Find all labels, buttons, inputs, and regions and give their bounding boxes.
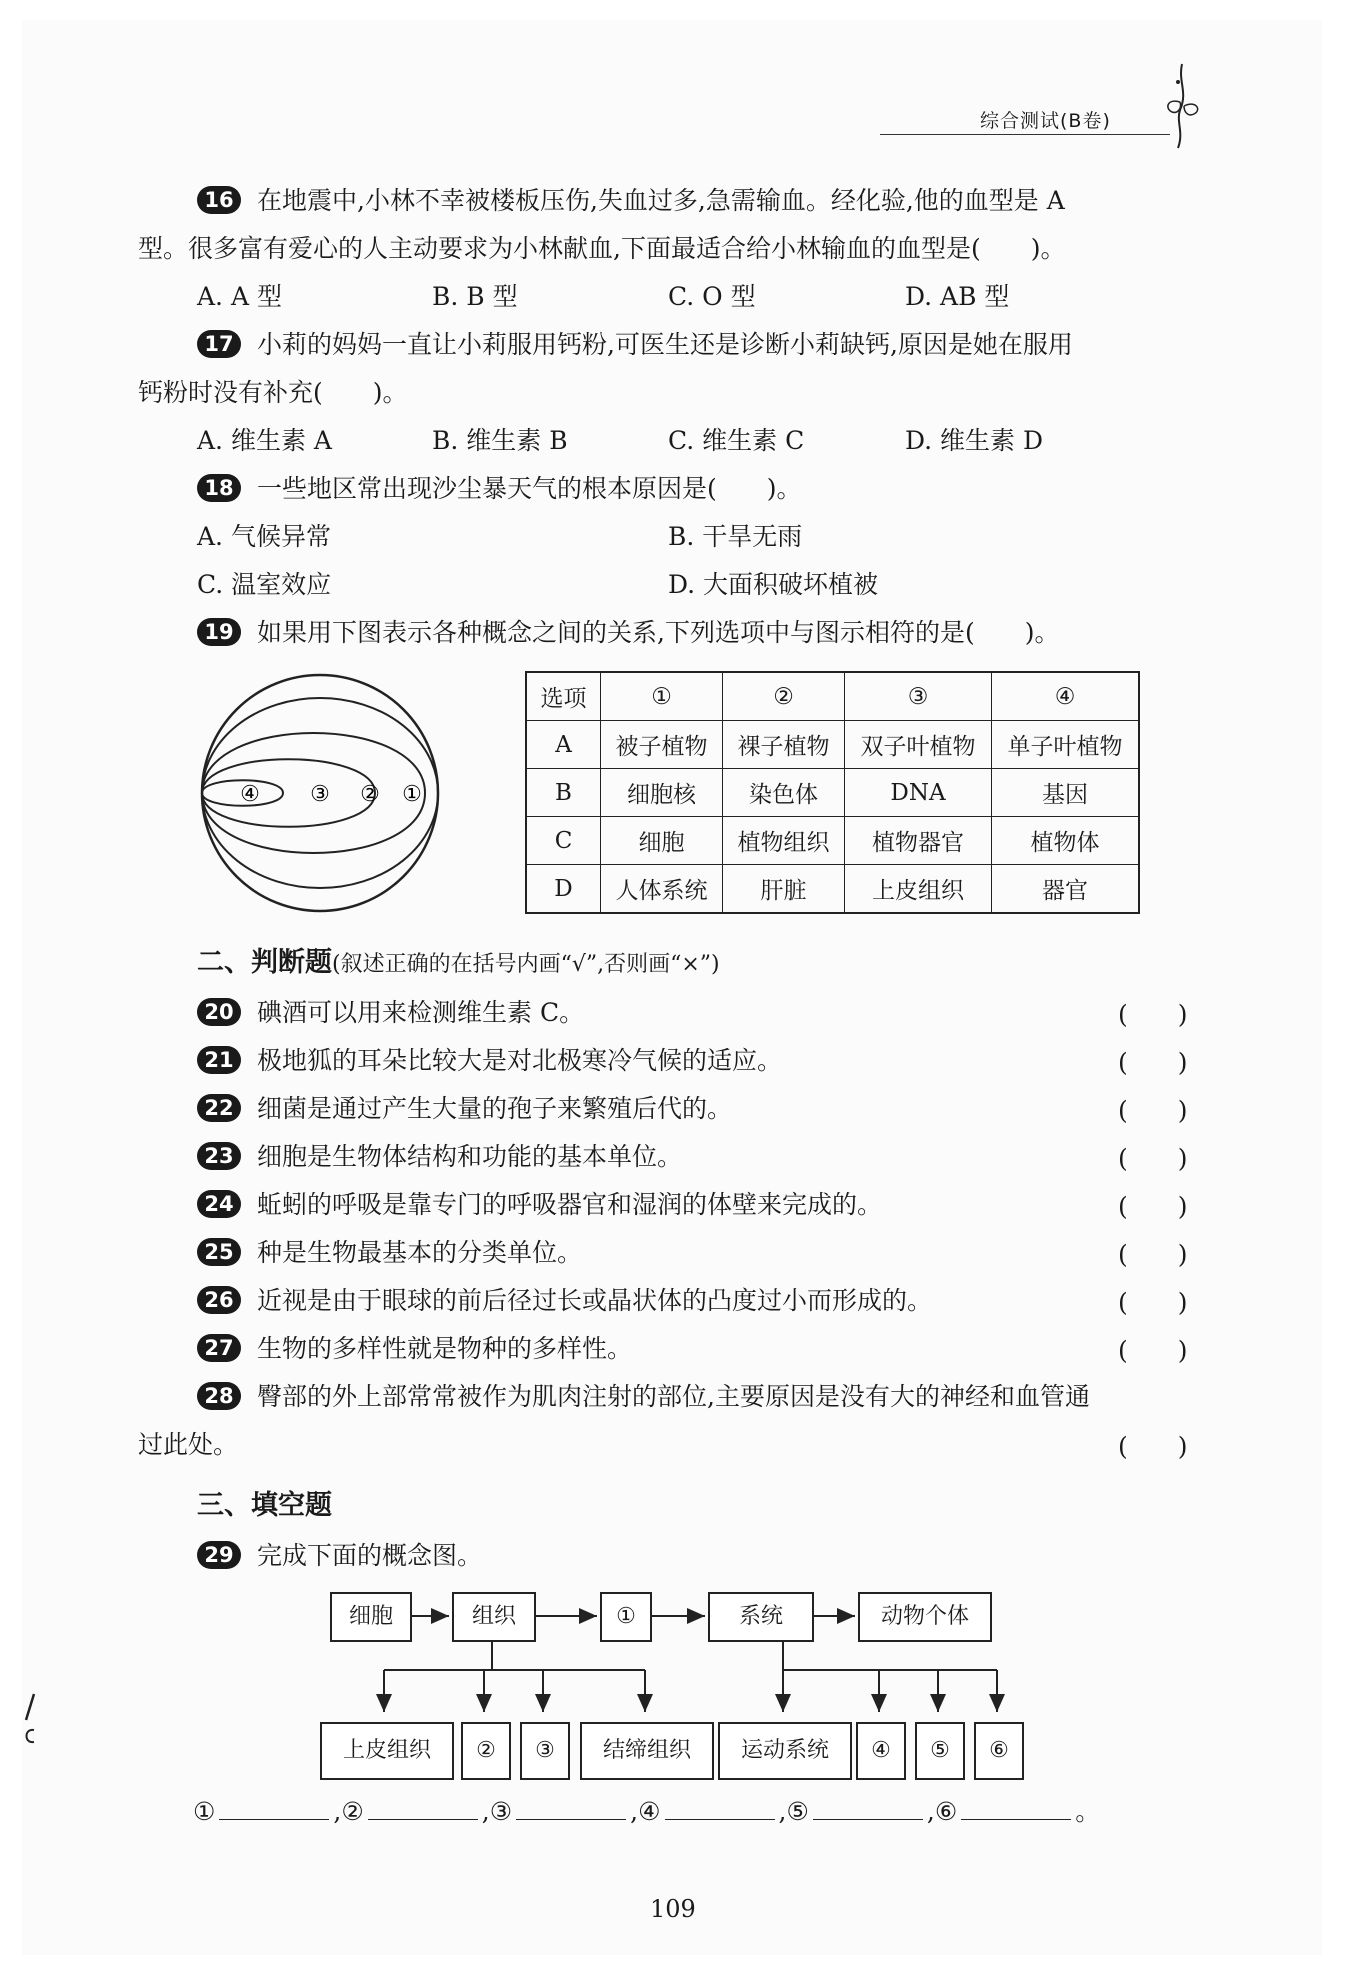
blank-label: ② [341, 1797, 364, 1826]
table-header-cell: 选项 [526, 672, 601, 721]
section-heading-judgment: 二、判断题(叙述正确的在括号内画“√”,否则画“×”) [197, 947, 720, 978]
diagram-label-4: ④ [240, 782, 260, 807]
question-number-badge: 22 [197, 1094, 241, 1122]
table-header-cell: ① [601, 672, 723, 721]
concept-box-cell: 细胞 [330, 1592, 412, 1642]
table-cell: 肝脏 [723, 865, 845, 914]
question-number-badge: 17 [197, 330, 241, 358]
answer-parentheses[interactable]: ( ) [1118, 1336, 1188, 1365]
q17-option-a: A. 维生素 A [197, 426, 332, 455]
question-number-badge: 24 [197, 1190, 241, 1218]
blank-label: ④ [638, 1797, 661, 1826]
table-cell: 植物组织 [723, 817, 845, 865]
question-number-badge: 20 [197, 998, 241, 1026]
answer-blank[interactable] [219, 1797, 329, 1820]
q19-line1: 19 如果用下图表示各种概念之间的关系,下列选项中与图示相符的是( )。 [197, 615, 1059, 651]
blank-label: ③ [489, 1797, 513, 1826]
answer-blank[interactable] [516, 1797, 626, 1820]
answer-blank[interactable] [665, 1797, 775, 1820]
table-cell: 细胞核 [601, 769, 723, 817]
blank-label: ⑥ [934, 1797, 958, 1826]
question-number-badge: 28 [197, 1382, 241, 1410]
answer-parentheses[interactable]: ( ) [1118, 1048, 1188, 1077]
blank-label: ⑤ [786, 1797, 809, 1826]
question-number-badge: 23 [197, 1142, 241, 1170]
q18-option-c: C. 温室效应 [197, 570, 332, 599]
concept-box-system: 系统 [708, 1592, 814, 1642]
concept-box-epithelial: 上皮组织 [320, 1722, 454, 1780]
question-number-badge: 19 [197, 618, 241, 646]
table-header-cell: ④ [992, 672, 1140, 721]
answer-parentheses[interactable]: ( ) [1118, 1432, 1188, 1461]
section-note: (叙述正确的在括号内画“√”,否则画“×”) [332, 952, 720, 977]
concept-box-blank-6: ⑥ [974, 1722, 1024, 1780]
q18-option-a: A. 气候异常 [197, 522, 331, 551]
answer-parentheses[interactable]: ( ) [1118, 1000, 1188, 1029]
table-cell: 人体系统 [601, 865, 723, 914]
answer-blank[interactable] [368, 1797, 478, 1820]
concept-box-tissue: 组织 [452, 1592, 536, 1642]
answer-parentheses[interactable]: ( ) [1118, 1192, 1188, 1221]
blank-label: ① [193, 1797, 216, 1826]
concept-box-blank-4: ④ [856, 1722, 906, 1780]
q28-line2: 过此处。 [138, 1430, 239, 1459]
table-cell: 上皮组织 [845, 865, 992, 914]
judgment-item: 25 种是生物最基本的分类单位。 [197, 1235, 582, 1271]
table-cell: C [526, 817, 601, 865]
answer-parentheses[interactable]: ( ) [1118, 1240, 1188, 1269]
diagram-label-3: ③ [310, 782, 330, 807]
judgment-item: 23 细胞是生物体结构和功能的基本单位。 [197, 1139, 682, 1175]
table-cell: 染色体 [723, 769, 845, 817]
table-header-cell: ③ [845, 672, 992, 721]
q16-option-c: C. O 型 [668, 282, 756, 311]
q18-line1: 18 一些地区常出现沙尘暴天气的根本原因是( )。 [197, 471, 802, 507]
diagram-label-2: ② [360, 782, 380, 807]
table-cell: 植物体 [992, 817, 1140, 865]
judgment-item: 24 蚯蚓的呼吸是靠专门的呼吸器官和湿润的体壁来完成的。 [197, 1187, 882, 1223]
question-number-badge: 25 [197, 1238, 241, 1266]
judgment-item: 26 近视是由于眼球的前后径过长或晶状体的凸度过小而形成的。 [197, 1283, 932, 1319]
answer-blank[interactable] [813, 1797, 923, 1820]
q17-line1: 17 小莉的妈妈一直让小莉服用钙粉,可医生还是诊断小莉缺钙,原因是她在服用 [197, 327, 1073, 363]
answer-blank[interactable] [961, 1797, 1071, 1820]
answer-parentheses[interactable]: ( ) [1118, 1288, 1188, 1317]
table-cell: 裸子植物 [723, 721, 845, 769]
question-number-badge: 21 [197, 1046, 241, 1074]
page-number: 109 [650, 1895, 696, 1923]
q17-line2: 钙粉时没有补充( )。 [138, 378, 408, 407]
q16-option-b: B. B 型 [432, 282, 518, 311]
binding-mark-icon [20, 1690, 40, 1750]
judgment-item: 22 细菌是通过产生大量的孢子来繁殖后代的。 [197, 1091, 732, 1127]
q28-line1: 28 臀部的外上部常常被作为肌肉注射的部位,主要原因是没有大的神经和血管通 [197, 1379, 1090, 1415]
table-header-cell: ② [723, 672, 845, 721]
concept-box-connective: 结缔组织 [580, 1722, 714, 1780]
table-cell: DNA [845, 769, 992, 817]
table-cell: 植物器官 [845, 817, 992, 865]
table-cell: A [526, 721, 601, 769]
q16-option-d: D. AB 型 [905, 282, 1010, 311]
concept-box-animal: 动物个体 [858, 1592, 992, 1642]
q17-option-c: C. 维生素 C [668, 426, 805, 455]
concept-box-blank-1: ① [600, 1592, 652, 1642]
question-number-badge: 26 [197, 1286, 241, 1314]
q18-option-b: B. 干旱无雨 [668, 522, 803, 551]
q16-option-a: A. A 型 [197, 282, 282, 311]
question-number-badge: 16 [197, 186, 241, 214]
concept-box-blank-3: ③ [520, 1722, 570, 1780]
fill-in-blanks-row: ① ,② ,③ ,④ ,⑤ ,⑥ 。 [193, 1797, 1101, 1826]
q18-option-d: D. 大面积破坏植被 [668, 570, 879, 599]
answer-parentheses[interactable]: ( ) [1118, 1096, 1188, 1125]
question-number-badge: 29 [197, 1541, 241, 1569]
table-cell: B [526, 769, 601, 817]
table-cell: 细胞 [601, 817, 723, 865]
q16-line2: 型。很多富有爱心的人主动要求为小林献血,下面最适合给小林输血的血型是( )。 [138, 234, 1066, 263]
section-heading-fill: 三、填空题 [197, 1490, 332, 1521]
concept-box-motor-system: 运动系统 [718, 1722, 852, 1780]
question-number-badge: 18 [197, 474, 241, 502]
q17-option-d: D. 维生素 D [905, 426, 1044, 455]
table-cell: 被子植物 [601, 721, 723, 769]
concept-box-blank-2: ② [461, 1722, 511, 1780]
answer-parentheses[interactable]: ( ) [1118, 1144, 1188, 1173]
concept-box-blank-5: ⑤ [915, 1722, 965, 1780]
table-cell: 双子叶植物 [845, 721, 992, 769]
table-cell: 基因 [992, 769, 1140, 817]
q17-option-b: B. 维生素 B [432, 426, 568, 455]
q16-line1: 16 在地震中,小林不幸被楼板压伤,失血过多,急需输血。经化验,他的血型是 A [197, 183, 1065, 219]
judgment-item: 20 碘酒可以用来检测维生素 C。 [197, 995, 584, 1031]
q29-line: 29 完成下面的概念图。 [197, 1538, 482, 1574]
diagram-label-1: ① [402, 782, 422, 807]
question-number-badge: 27 [197, 1334, 241, 1362]
table-cell: 器官 [992, 865, 1140, 914]
table-cell: 单子叶植物 [992, 721, 1140, 769]
page-header-title: 综合测试(B卷) [980, 110, 1111, 132]
judgment-item: 21 极地狐的耳朵比较大是对北极寒冷气候的适应。 [197, 1043, 782, 1079]
table-cell: D [526, 865, 601, 914]
judgment-item: 27 生物的多样性就是物种的多样性。 [197, 1331, 632, 1367]
